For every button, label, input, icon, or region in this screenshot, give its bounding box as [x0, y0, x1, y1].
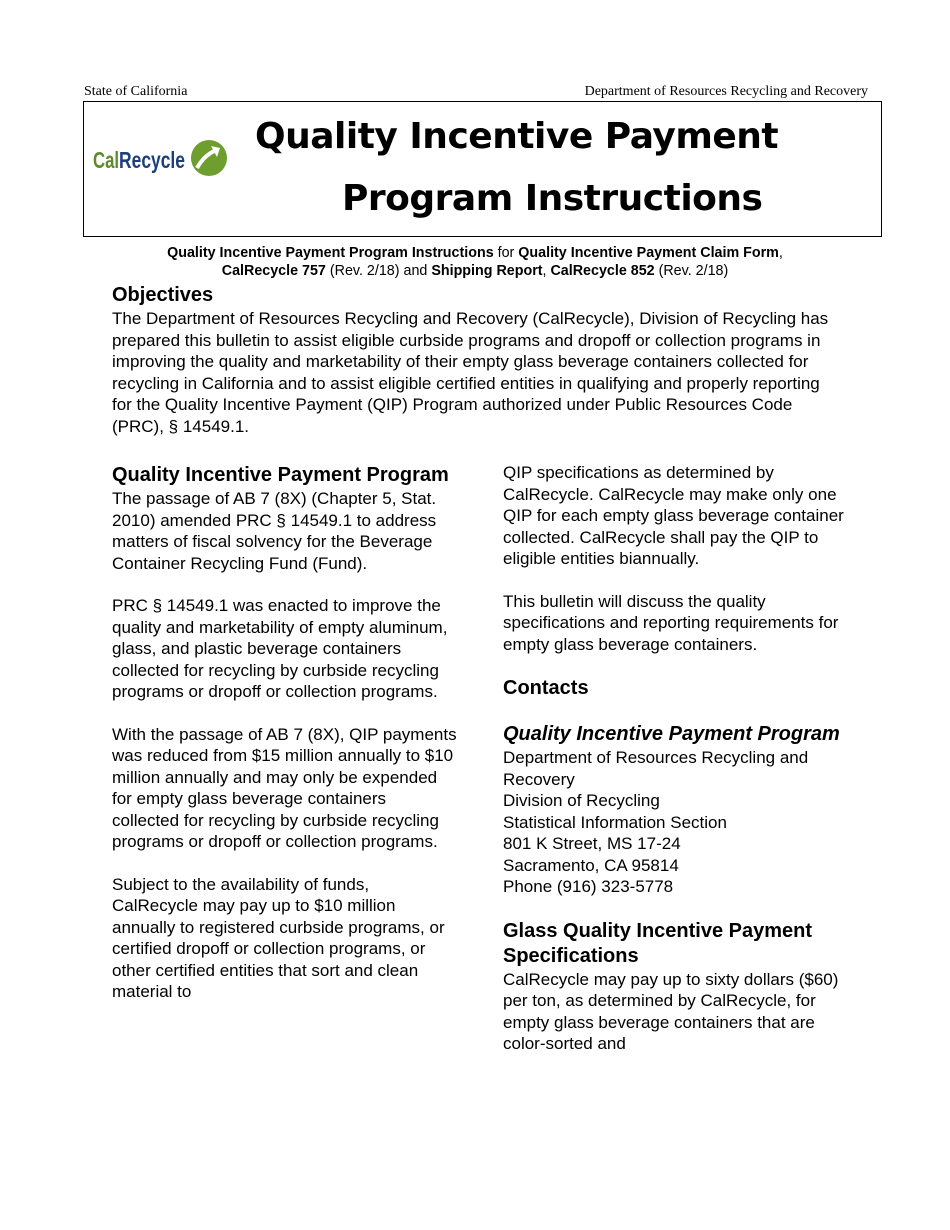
title-box [83, 101, 882, 237]
subtitle-shipping-report: Shipping Report [431, 263, 543, 279]
qip-paragraph-2: PRC § 14549.1 was enacted to improve the quality and marketability of empty aluminum, glass, and plastic beverage containers collected for recycling by curbside recycling programs or dropoff or collection programs. [112, 596, 448, 701]
header-state: State of California [84, 84, 188, 99]
qip-paragraph-6: This bulletin will discuss the quality specifications and reporting requirements for empty glass beverage containers. [503, 591, 839, 654]
qip-paragraph-3: With the passage of AB 7 (8X), QIP payments was reduced from $15 million annually to $10 million annually and may only be expended for empty glass beverage containers collected for recycling by curbside recycling programs or dropoff or collection programs. [112, 724, 457, 851]
logo-text-recycle: Recycle [119, 147, 185, 173]
contact-line: 801 K Street, MS 17-24 [503, 834, 681, 853]
objectives-heading: Objectives [112, 284, 214, 306]
left-column [112, 463, 457, 1003]
contact-line: Statistical Information Section [503, 812, 727, 832]
right-column [503, 462, 855, 1055]
subtitle-form-852: CalRecycle 852 [550, 263, 655, 279]
objectives-text: The Department of Resources Recycling and Recovery (CalRecycle), Division of Recycling has prepared this bulletin to assist eligible curbside programs and dropoff or collection programs in improving the quality and marketability of their empty glass beverage containers collected for recycling in California and to assist eligible certified entities in qualifying and properly reporting for the Quality Incentive Payment (QIP) Program authorized under Public Resources Code (PRC), § 14549.1. [112, 309, 829, 436]
contact-line: Sacramento, CA 95814 [503, 855, 679, 875]
logo-leaf-icon [191, 140, 227, 176]
contact-line: Phone (916) 323-5778 [503, 877, 674, 896]
qip-paragraph-1: The passage of AB 7 (8X) (Chapter 5, Stat. 2010) amended PRC § 14549.1 to address matters of fiscal solvency for the Beverage Container Recycling Fund (Fund). [112, 489, 437, 573]
spec-heading: Glass Quality Incentive Payment Specifications [503, 919, 813, 967]
contact-subheading: Quality Incentive Payment Program [503, 723, 840, 745]
subtitle-claim-form: Quality Incentive Payment Claim Form [518, 245, 779, 261]
page-title-line1: Quality Incentive Payment [255, 116, 779, 157]
qip-paragraph-4: Subject to the availability of funds, CalRecycle may pay up to $10 million annually to registered curbside programs, or certified dropoff or collection programs, or other certified entities that sort and clean material to [112, 874, 445, 1001]
document-subtitle: Quality Incentive Payment Program Instructions for Quality Incentive Payment Claim Form, CalRecycle 757 (Rev. 2/18) and Shipping Report, CalRecycle 852 (Rev. 2/18) [167, 245, 783, 279]
contacts-heading: Contacts [503, 677, 589, 699]
qip-heading: Quality Incentive Payment Program [112, 464, 449, 486]
spec-text: CalRecycle may pay up to sixty dollars ($60) per ton, as determined by CalRecycle, for empty glass beverage containers that are color-sorted and [503, 969, 839, 1053]
header-department: Department of Resources Recycling and Recovery [584, 84, 868, 99]
contact-line: Division of Recycling [503, 791, 660, 810]
contact-line: Department of Resources Recycling and Recovery [503, 748, 809, 789]
calrecycle-logo [93, 138, 229, 182]
qip-paragraph-5: QIP specifications as determined by CalRecycle. CalRecycle may make only one QIP for each empty glass beverage container collected. CalRecycle shall pay the QIP to eligible entities biannually. [503, 463, 844, 568]
logo-text-cal: Cal [93, 147, 119, 173]
subtitle-form-757: CalRecycle 757 [221, 263, 326, 279]
page-title-line2: Program Instructions [342, 178, 763, 219]
subtitle-instructions: Quality Incentive Payment Program Instructions [167, 245, 494, 261]
